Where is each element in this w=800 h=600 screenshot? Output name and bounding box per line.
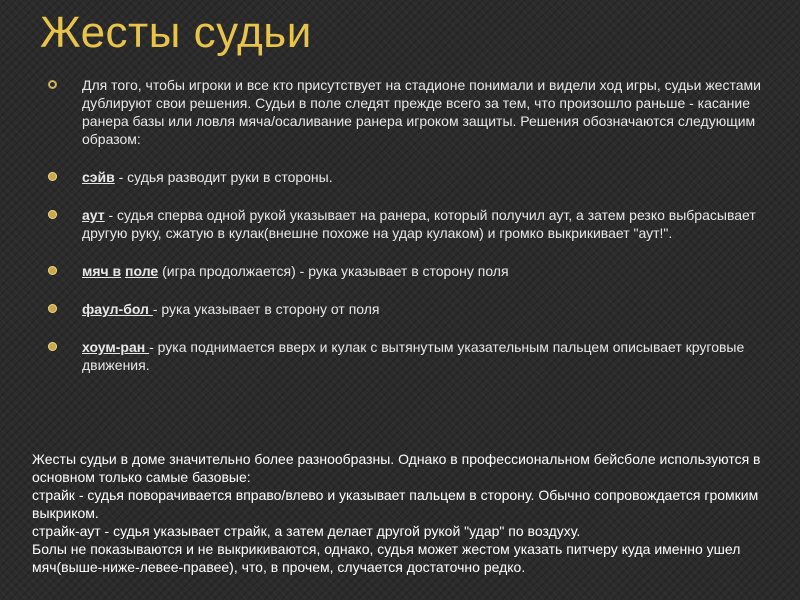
bullet-intro (48, 76, 768, 148)
bullet-icon (48, 210, 57, 219)
bullet-icon (48, 342, 57, 351)
footer-text-block (32, 450, 772, 576)
bullet-icon (48, 304, 57, 313)
bullet-ball-in-play (48, 262, 768, 280)
bullet-foul-ball (48, 300, 768, 318)
footer-paragraph: Болы не показываются и не выкрикиваются, однако, судья может жестом указать питчеру куда именно ушел мяч(выше-ниже-левее-правее), что, в прочем, случается достаточно редко. (32, 541, 741, 575)
bullet-icon (48, 266, 57, 275)
bullet-text: (игра продолжается) - рука указывает в сторону поля (158, 263, 509, 279)
bullet-home-run (48, 338, 768, 374)
slide-title: Жесты судьи (40, 8, 312, 57)
term-link[interactable]: аут (82, 207, 105, 223)
footer-paragraph: Жесты судьи в доме значительно более разнообразны. Однако в профессиональном бейсболе используются в основном только самые базовые: (32, 451, 761, 485)
bullet-text: - рука поднимается вверх и кулак с вытянутым указательным пальцем описывает круговые движения. (82, 339, 745, 373)
bullet-icon (48, 80, 57, 89)
term-link[interactable]: фаул-бол (82, 301, 153, 317)
bullet-text: - судья сперва одной рукой указывает на ранера, который получил аут, а затем резко выбрасывает другую руку, сжатую в кулак(внешне похоже на удар кулаком) и громко выкрикивает "аут!". (82, 207, 756, 241)
footer-paragraph: страйк-аут - судья указывает страйк, а затем делает другой рукой "удар" по воздуху. (32, 523, 581, 539)
bullet-save (48, 168, 768, 186)
term-link[interactable]: поле (125, 263, 159, 279)
term-link[interactable]: мяч в (82, 263, 122, 279)
bullet-icon (48, 172, 57, 181)
bullet-out (48, 206, 768, 242)
bullet-text: - рука указывает в сторону от поля (152, 301, 380, 317)
bullet-list (48, 76, 768, 394)
term-link[interactable]: сэйв (82, 169, 115, 185)
term-link[interactable]: хоум-ран (82, 339, 150, 355)
bullet-text: Для того, чтобы игроки и все кто присутствует на стадионе понимали и видели ход игры, судьи жестами дублируют свои решения. Судьи в поле следят прежде всего за тем, что произошло раньше - касание ранера базы или ловля мяча/осаливание ранера игроком защиты. Решения обозначаются следующим образом: (82, 77, 761, 147)
footer-paragraph: страйк - судья поворачивается вправо/влево и указывает пальцем в сторону. Обычно сопровождается громким выкриком. (32, 487, 759, 521)
bullet-text: - судья разводит руки в стороны. (114, 169, 333, 185)
